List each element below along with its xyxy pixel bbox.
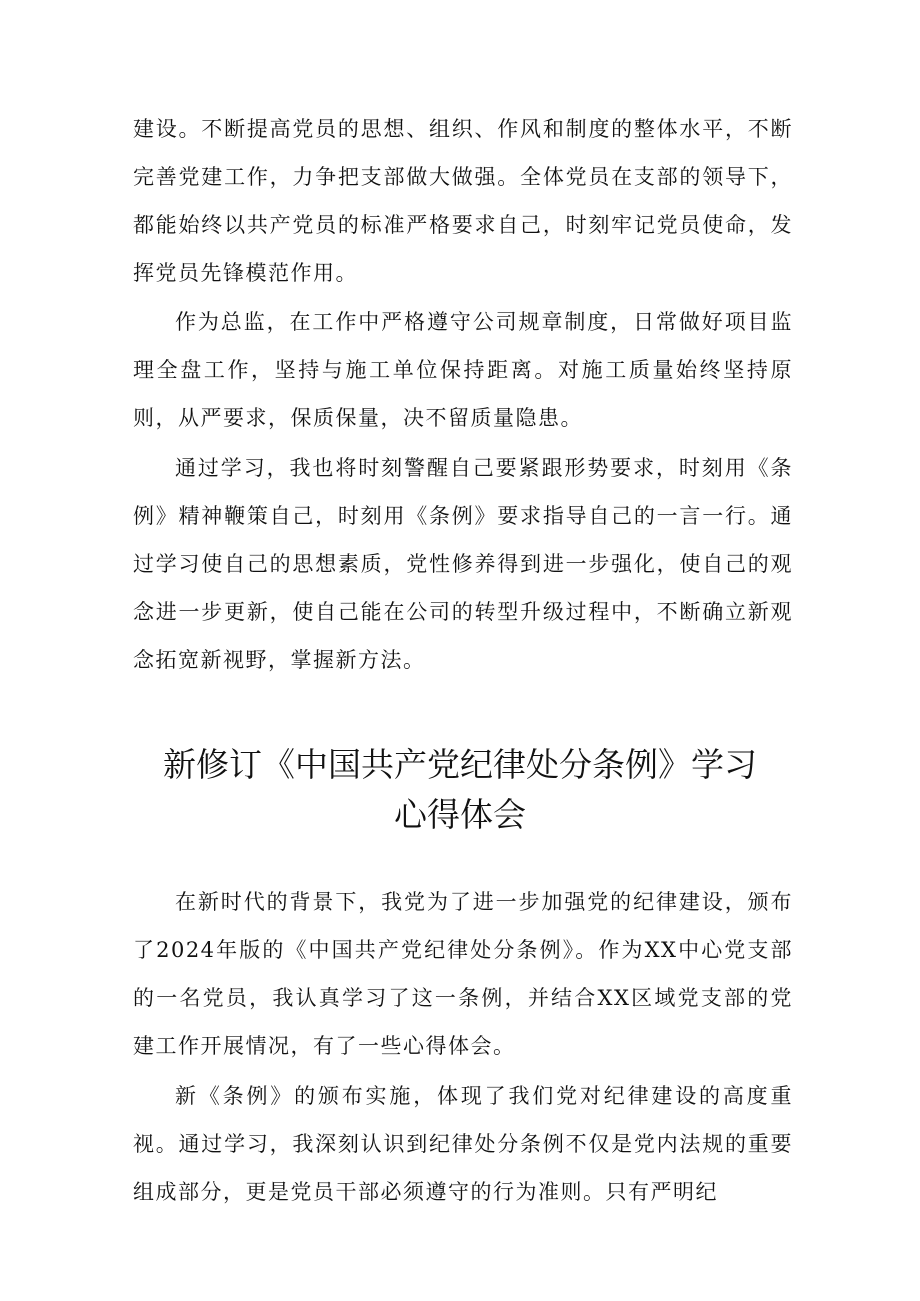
paragraph-new-regulation-implementation: 新《条例》的颁布实施，体现了我们党对纪律建设的高度重视。通过学习，我深刻认识到纪律处分条例不仅是党内法规的重要组成部分，更是党员干部必须遵守的行为准则。只有严明纪 bbox=[133, 1084, 793, 1204]
paragraph-new-era-background: 在新时代的背景下，我党为了进一步加强党的纪律建设，颁布了2024年版的《中国共产党纪律处分条例》。作为XX中心党支部的一名党员，我认真学习了这一条例，并结合XX区域党支部的党建工作开展情况，有了一些心得体会。 bbox=[133, 890, 793, 1058]
article-title-line-2: 心得体会 bbox=[394, 795, 526, 834]
article-title bbox=[100, 740, 820, 840]
paragraph-party-building-continued: 建设。不断提高党员的思想、组织、作风和制度的整体水平，不断完善党建工作，力争把支部做大做强。全体党员在支部的领导下，都能始终以共产党员的标准严格要求自己，时刻牢记党员使命，发挥党员先锋模范作用。 bbox=[133, 117, 793, 285]
article-title-line-1: 新修订《中国共产党纪律处分条例》学习 bbox=[163, 745, 757, 784]
paragraph-as-supervisor: 作为总监，在工作中严格遵守公司规章制度，日常做好项目监理全盘工作，坚持与施工单位保持距离。对施工质量始终坚持原则，从严要求，保质保量，决不留质量隐患。 bbox=[133, 310, 793, 430]
paragraph-through-study: 通过学习，我也将时刻警醒自己要紧跟形势要求，时刻用《条例》精神鞭策自己，时刻用《条例》要求指导自己的一言一行。通过学习使自己的思想素质，党性修养得到进一步强化，使自己的观念进一步更新，使自己能在公司的转型升级过程中，不断确立新观念拓宽新视野，掌握新方法。 bbox=[133, 456, 793, 672]
